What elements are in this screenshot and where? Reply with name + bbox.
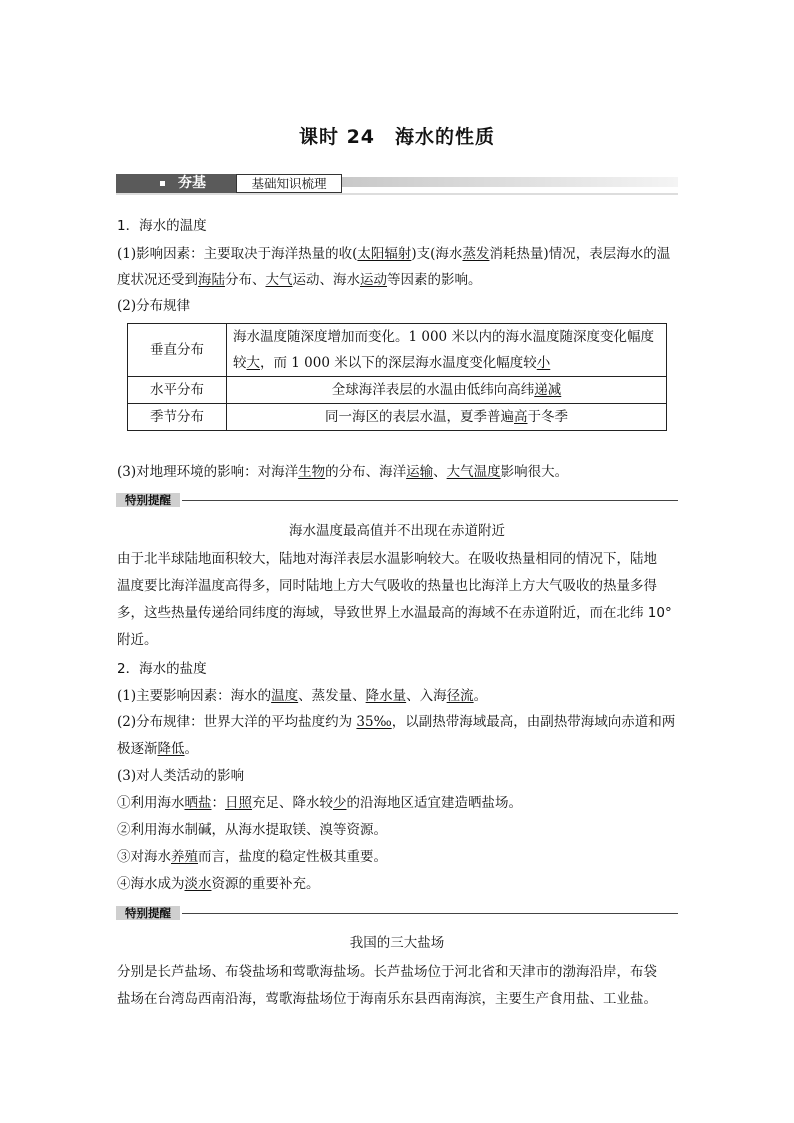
tip-paragraph-line: 多，这些热量传递给同纬度的海域，导致世界上水温最高的海域不在赤道附近，而在北纬 10°: [117, 605, 672, 621]
temp-influence-line-2: 度状况还受到海陆分布、大气运动、海水运动等因素的影响。: [117, 272, 482, 288]
table-cell-content: 全球海洋表层的水温由低纬向高纬递减: [227, 377, 667, 404]
tip-paragraph-line: 盐场在台湾岛西南沿海，莺歌海盐场位于海南乐东县西南海滨，主要生产食用盐、工业盐。: [117, 991, 657, 1007]
divider: [182, 913, 678, 914]
table-cell-label: 水平分布: [128, 377, 227, 404]
page-title: 课时 24 海水的性质: [298, 126, 496, 148]
salinity-item-1: ①利用海水晒盐：日照充足、降水较少的沿海地区适宜建造晒盐场。: [117, 795, 522, 811]
tip-title: 海水温度最高值并不出现在赤道附近: [289, 523, 505, 539]
salinity-item-2: ②利用海水制碱，从海水提取镁、溴等资源。: [117, 822, 387, 838]
section-header: [116, 174, 678, 194]
heading-temperature: 1．海水的温度: [117, 218, 207, 234]
table-cell-label: 垂直分布: [128, 324, 227, 377]
table-cell-label: 季节分布: [128, 404, 227, 431]
section-label: 夯基: [178, 175, 206, 191]
salinity-human-label: (3)对人类活动的影响: [117, 768, 245, 784]
table-row: [128, 404, 667, 431]
temp-impact-line: (3)对地理环境的影响：对海洋生物的分布、海洋运输、大气温度影响很大。: [117, 464, 569, 480]
special-tip-bar: [116, 493, 678, 507]
section-header-rule: [342, 177, 678, 187]
temp-distribution-label: (2)分布规律: [117, 298, 191, 314]
tip-paragraph-line: 由于北半球陆地面积较大，陆地对海洋表层水温影响较大。在吸收热量相同的情况下，陆地: [117, 551, 657, 567]
salinity-item-3: ③对海水养殖而言，盐度的稳定性极其重要。: [117, 849, 387, 865]
special-tip-bar: [116, 906, 678, 920]
heading-salinity: 2．海水的盐度: [117, 661, 207, 677]
tip-paragraph-line: 温度要比海洋温度高得多，同时陆地上方大气吸收的热量也比海洋上方大气吸收的热量多得: [117, 578, 657, 594]
section-sublabel: 基础知识梳理: [236, 174, 342, 193]
tip-paragraph-line: 附近。: [117, 632, 158, 648]
temp-influence-line-1: (1)影响因素：主要取决于海洋热量的收(太阳辐射)支(海水蒸发消耗热量)情况，表层海水的温: [117, 246, 671, 262]
table-cell-content: 同一海区的表层水温，夏季普遍高于冬季: [227, 404, 667, 431]
temperature-distribution-table: [127, 323, 667, 431]
section-label-block: [116, 174, 238, 193]
salinity-item-4: ④海水成为淡水资源的重要补充。: [117, 876, 320, 892]
special-tip-label: 特别提醒: [116, 493, 180, 507]
table-cell-content: 海水温度随深度增加而变化。1 000 米以内的海水温度随深度变化幅度 较大，而 1 000 米以下的深层海水温度变化幅度较小: [227, 324, 667, 377]
table-row: [128, 377, 667, 404]
salinity-distribution-line-2: 极逐渐降低。: [117, 741, 198, 757]
table-row: [128, 324, 667, 377]
salinity-factors-line: (1)主要影响因素：海水的温度、蒸发量、降水量、入海径流。: [117, 688, 488, 704]
divider: [182, 500, 678, 501]
salinity-distribution-line-1: (2)分布规律：世界大洋的平均盐度约为 35‰，以副热带海域最高，由副热带海域向赤道和两: [117, 714, 676, 730]
tip-title: 我国的三大盐场: [349, 935, 445, 951]
tip-paragraph-line: 分别是长芦盐场、布袋盐场和莺歌海盐场。长芦盐场位于河北省和天津市的渤海沿岸，布袋: [117, 964, 657, 980]
bullet-square-icon: [160, 181, 165, 186]
section-header-shadow: [116, 193, 678, 195]
special-tip-label: 特别提醒: [116, 906, 180, 920]
